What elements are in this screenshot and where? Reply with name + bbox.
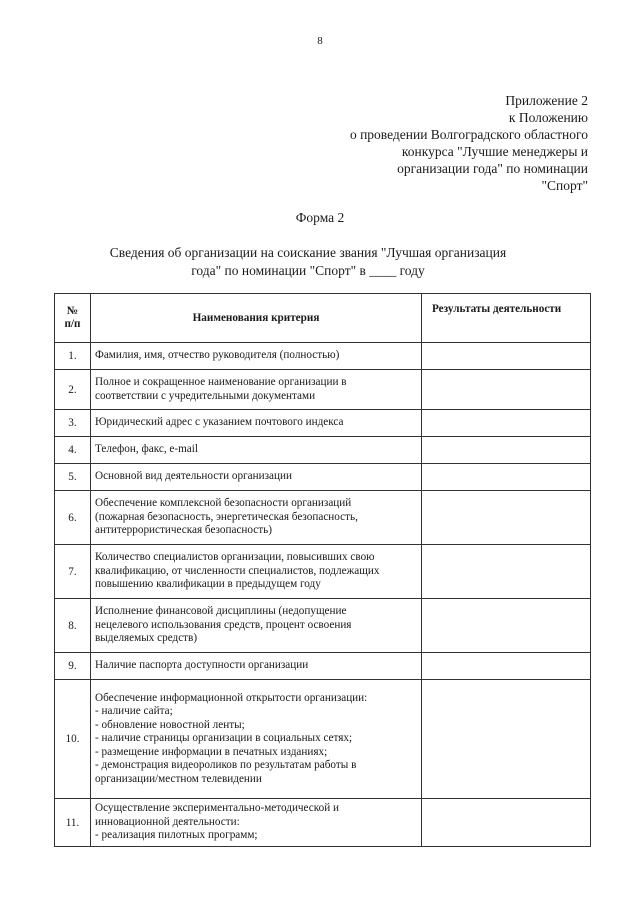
criterion-name xyxy=(91,370,422,410)
table-header-row xyxy=(55,294,591,343)
criterion-line: - размещение информации в печатных изданиях; xyxy=(95,745,328,758)
criterion-line: Телефон, факс, e-mail xyxy=(95,443,198,456)
result-cell[interactable] xyxy=(422,370,591,410)
page-number: 8 xyxy=(317,35,323,47)
criterion-line: - обновление новостной ленты; xyxy=(95,718,245,731)
criterion-name xyxy=(91,799,422,847)
table-row xyxy=(55,410,591,437)
criterion-line: организации/местном телевидении xyxy=(95,772,262,785)
criterion-line: (пожарная безопасность, энергетическая безопасность, xyxy=(95,510,358,523)
table-row xyxy=(55,545,591,599)
row-number: 7. xyxy=(55,545,91,599)
annex-line: Приложение 2 xyxy=(505,93,588,108)
criterion-line: квалификацию, от численности специалистов, подлежащих xyxy=(95,564,380,577)
table-row xyxy=(55,799,591,847)
annex-line: организации года" по номинации xyxy=(397,161,588,176)
criterion-line: соответствии с учредительными документами xyxy=(95,389,316,402)
header-criterion: Наименования критерия xyxy=(91,294,422,343)
table-row xyxy=(55,343,591,370)
row-number: 3. xyxy=(55,410,91,437)
criterion-line: выделяемых средств) xyxy=(95,632,198,645)
row-number: 11. xyxy=(55,799,91,847)
form-title: Форма 2 xyxy=(295,210,345,225)
criterion-line: Обеспечение комплексной безопасности организаций xyxy=(95,497,352,510)
header-results: Результаты деятельности xyxy=(422,294,591,343)
criterion-name xyxy=(91,410,422,437)
table-row xyxy=(55,437,591,464)
criterion-line: Основной вид деятельности организации xyxy=(95,470,292,483)
result-cell[interactable] xyxy=(422,599,591,653)
table-row xyxy=(55,680,591,799)
row-number: 10. xyxy=(55,680,91,799)
criterion-line: Обеспечение информационной открытости организации: xyxy=(95,691,368,704)
form-subtitle xyxy=(78,244,538,280)
row-number: 6. xyxy=(55,491,91,545)
criterion-name xyxy=(91,680,422,799)
row-number: 5. xyxy=(55,464,91,491)
header-number-line: п/п xyxy=(64,318,81,330)
table-row xyxy=(55,599,591,653)
criterion-line: Наличие паспорта доступности организации xyxy=(95,659,309,672)
result-cell[interactable] xyxy=(422,545,591,599)
criterion-line: Фамилия, имя, отчество руководителя (полностью) xyxy=(95,349,340,362)
criterion-line: - реализация пилотных программ; xyxy=(95,829,258,842)
annex-line: о проведении Волгоградского областного xyxy=(349,127,588,142)
criterion-line: Полное и сокращенное наименование организации в xyxy=(95,376,347,388)
table-row xyxy=(55,370,591,410)
row-number: 1. xyxy=(55,343,91,370)
criterion-line: Количество специалистов организации, повысивших свою xyxy=(95,551,375,564)
criterion-name xyxy=(91,653,422,680)
result-cell[interactable] xyxy=(422,410,591,437)
criterion-line: инновационной деятельности: xyxy=(95,815,240,828)
criterion-line: Осуществление экспериментально-методической и xyxy=(95,802,339,815)
row-number: 4. xyxy=(55,437,91,464)
header-number xyxy=(55,294,91,343)
result-cell[interactable] xyxy=(422,437,591,464)
criterion-name xyxy=(91,599,422,653)
criterion-line: - демонстрация видеороликов по результатам работы в xyxy=(95,759,357,772)
annex-line: к Положению xyxy=(508,110,588,125)
row-number: 9. xyxy=(55,653,91,680)
criterion-name xyxy=(91,491,422,545)
criterion-line: повышению квалификации в предыдущем году xyxy=(95,578,321,591)
result-cell[interactable] xyxy=(422,653,591,680)
criterion-line: - наличие страницы организации в социальных сетях; xyxy=(95,732,353,745)
table-row xyxy=(55,491,591,545)
row-number: 2. xyxy=(55,370,91,410)
subtitle-line: года" по номинации "Спорт" в ____ году xyxy=(191,263,425,278)
header-number-line: № xyxy=(66,305,79,317)
result-cell[interactable] xyxy=(422,491,591,545)
criterion-line: нецелевого использования средств, процент освоения xyxy=(95,618,352,631)
row-number: 8. xyxy=(55,599,91,653)
result-cell[interactable] xyxy=(422,799,591,847)
result-cell[interactable] xyxy=(422,343,591,370)
result-cell[interactable] xyxy=(422,680,591,799)
criterion-name xyxy=(91,545,422,599)
subtitle-line: Сведения об организации на соискание звания "Лучшая организация xyxy=(109,245,507,260)
criterion-line: Юридический адрес с указанием почтового индекса xyxy=(95,416,344,429)
table-row xyxy=(55,653,591,680)
annex-block xyxy=(350,92,588,194)
criterion-name xyxy=(91,343,422,370)
criterion-line: антитеррористическая безопасность) xyxy=(95,524,272,537)
criteria-table xyxy=(54,293,591,847)
table-row xyxy=(55,464,591,491)
criterion-name xyxy=(91,464,422,491)
result-cell[interactable] xyxy=(422,464,591,491)
criterion-line: - наличие сайта; xyxy=(95,705,173,718)
table-body xyxy=(55,343,591,847)
criterion-name xyxy=(91,437,422,464)
annex-line: "Спорт" xyxy=(541,178,588,193)
annex-line: конкурса "Лучшие менеджеры и xyxy=(401,144,588,159)
criterion-line: Исполнение финансовой дисциплины (недопущение xyxy=(95,605,347,618)
